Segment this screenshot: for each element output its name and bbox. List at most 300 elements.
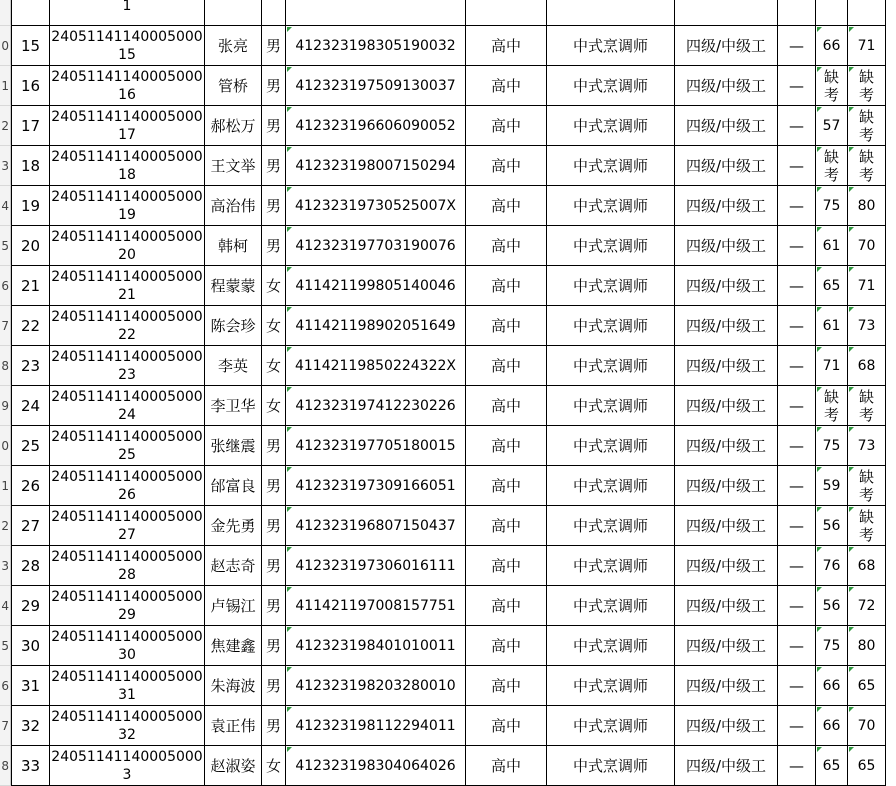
cell-education[interactable]: [466, 706, 547, 746]
cell-level[interactable]: [675, 426, 778, 466]
row-header[interactable]: [0, 106, 11, 146]
cell-level[interactable]: [675, 546, 778, 586]
cell-name[interactable]: [205, 626, 262, 666]
ticket-no-line1: 24051141140005000: [51, 228, 203, 245]
cell-seq[interactable]: [11, 386, 50, 426]
cell-education[interactable]: [466, 626, 547, 666]
number-as-text-indicator-icon: [817, 107, 822, 112]
cell-seq[interactable]: [11, 306, 50, 346]
ticket-no-line2: 21: [118, 286, 136, 303]
table-row: [0, 386, 896, 426]
cell-name[interactable]: [205, 66, 262, 106]
cell-education[interactable]: [466, 666, 547, 706]
cell-id-number[interactable]: [286, 506, 466, 546]
cell-occupation[interactable]: [547, 66, 675, 106]
row-header[interactable]: [0, 506, 11, 546]
cell-gender[interactable]: [262, 26, 286, 66]
ticket-no-line1: 24051141140005000: [51, 188, 203, 205]
cell-level-text: 四级/中级工: [685, 237, 767, 255]
row-header[interactable]: [0, 746, 11, 786]
cell-score-theory[interactable]: [816, 146, 848, 186]
cell-score-theory[interactable]: [816, 26, 848, 66]
cell-seq[interactable]: [11, 506, 50, 546]
cell-gender[interactable]: [262, 306, 286, 346]
cell-dash[interactable]: [778, 146, 816, 186]
cell-education[interactable]: [466, 586, 547, 626]
cell-id-number[interactable]: [286, 106, 466, 146]
cell-id-number[interactable]: [286, 186, 466, 226]
cell-score-practical[interactable]: [848, 586, 886, 626]
cell-dash-text: —: [789, 676, 804, 695]
cell-seq[interactable]: [11, 226, 50, 266]
row-header-text: 1: [1, 78, 9, 93]
cell-education[interactable]: [466, 186, 547, 226]
cell-gender[interactable]: [262, 586, 286, 626]
cell-score-theory[interactable]: [816, 626, 848, 666]
cell-level[interactable]: [675, 186, 778, 226]
cell-score-theory[interactable]: [816, 266, 848, 306]
row-header[interactable]: [0, 66, 11, 106]
cell-dash[interactable]: [778, 546, 816, 586]
cell-score-practical[interactable]: [848, 66, 886, 106]
cell-dash[interactable]: [778, 226, 816, 266]
cell-name[interactable]: [205, 106, 262, 146]
cell-gender[interactable]: [262, 386, 286, 426]
cell-occupation[interactable]: [547, 0, 675, 26]
cell-score-theory[interactable]: [816, 426, 848, 466]
cell-score-practical[interactable]: [848, 106, 886, 146]
cell-id-number[interactable]: [286, 226, 466, 266]
cell-gender[interactable]: [262, 626, 286, 666]
cell-occupation[interactable]: [547, 386, 675, 426]
cell-ticket-no[interactable]: [50, 66, 205, 106]
cell-ticket-no[interactable]: [50, 466, 205, 506]
cell-id-number-text: 412323198304064026: [295, 757, 456, 774]
cell-dash[interactable]: [778, 266, 816, 306]
cell-id-number[interactable]: [286, 426, 466, 466]
cell-seq[interactable]: [11, 346, 50, 386]
cell-seq[interactable]: [11, 746, 50, 786]
cell-dash-text: —: [789, 396, 804, 415]
cell-education[interactable]: [466, 546, 547, 586]
cell-score-theory[interactable]: [816, 586, 848, 626]
cell-ticket-no[interactable]: [50, 266, 205, 306]
cell-score-theory[interactable]: [816, 386, 848, 426]
cell-occupation[interactable]: [547, 146, 675, 186]
cell-seq[interactable]: [11, 106, 50, 146]
cell-score-practical[interactable]: [848, 506, 886, 546]
cell-id-number[interactable]: [286, 666, 466, 706]
ticket-no-line2: 30: [118, 646, 136, 663]
cell-id-number[interactable]: [286, 386, 466, 426]
cell-dash[interactable]: [778, 26, 816, 66]
cell-score-theory[interactable]: [816, 466, 848, 506]
cell-gender[interactable]: [262, 186, 286, 226]
cell-dash[interactable]: [778, 186, 816, 226]
cell-ticket-no[interactable]: [50, 26, 205, 66]
number-as-text-indicator-icon: [849, 307, 854, 312]
cell-level[interactable]: [675, 466, 778, 506]
cell-name[interactable]: [205, 266, 262, 306]
cell-education[interactable]: [466, 266, 547, 306]
cell-education[interactable]: [466, 0, 547, 26]
cell-level[interactable]: [675, 666, 778, 706]
cell-education[interactable]: [466, 426, 547, 466]
cell-id-number-text: 412323197306016111: [295, 557, 456, 574]
cell-score-theory[interactable]: [816, 226, 848, 266]
cell-name[interactable]: [205, 746, 262, 786]
cell-name[interactable]: [205, 426, 262, 466]
cell-gender[interactable]: [262, 506, 286, 546]
ticket-no-line2: 18: [118, 166, 136, 183]
cell-seq[interactable]: [11, 0, 50, 26]
row-header[interactable]: [0, 586, 11, 626]
ticket-no-line2: 29: [118, 606, 136, 623]
cell-dash[interactable]: [778, 66, 816, 106]
cell-score-practical[interactable]: [848, 226, 886, 266]
cell-seq[interactable]: [11, 66, 50, 106]
cell-seq-text: 19: [20, 196, 41, 215]
cell-score-theory[interactable]: [816, 746, 848, 786]
cell-score-theory-text: 75: [822, 437, 841, 454]
cell-level[interactable]: [675, 386, 778, 426]
number-as-text-indicator-icon: [287, 747, 292, 752]
cell-level[interactable]: [675, 226, 778, 266]
cell-occupation[interactable]: [547, 346, 675, 386]
cell-occupation[interactable]: [547, 186, 675, 226]
number-as-text-indicator-icon: [849, 627, 854, 632]
cell-occupation[interactable]: [547, 466, 675, 506]
sheet-edge: [886, 0, 896, 760]
cell-dash[interactable]: [778, 0, 816, 26]
row-header[interactable]: [0, 626, 11, 666]
row-header[interactable]: [0, 26, 11, 66]
row-header[interactable]: [0, 546, 11, 586]
cell-score-practical[interactable]: [848, 0, 886, 26]
row-header[interactable]: [0, 266, 11, 306]
cell-score-practical[interactable]: [848, 266, 886, 306]
row-header-text: 5: [1, 238, 9, 253]
cell-dash[interactable]: [778, 306, 816, 346]
cell-id-number[interactable]: [286, 306, 466, 346]
cell-level[interactable]: [675, 346, 778, 386]
cell-score-practical[interactable]: [848, 706, 886, 746]
row-header-text: 1: [1, 478, 9, 493]
cell-score-theory[interactable]: [816, 706, 848, 746]
cell-ticket-no[interactable]: [50, 306, 205, 346]
cell-ticket-no[interactable]: [50, 506, 205, 546]
cell-name[interactable]: [205, 586, 262, 626]
cell-score-practical[interactable]: [848, 186, 886, 226]
cell-education-text: 高中: [490, 197, 521, 215]
cell-ticket-no[interactable]: [50, 666, 205, 706]
cell-occupation[interactable]: [547, 226, 675, 266]
row-header-text: 6: [1, 278, 9, 293]
cell-ticket-no[interactable]: [50, 426, 205, 466]
cell-score-theory[interactable]: [816, 0, 848, 26]
cell-score-theory[interactable]: [816, 346, 848, 386]
row-header[interactable]: [0, 426, 11, 466]
cell-ticket-no[interactable]: [50, 746, 205, 786]
cell-name[interactable]: [205, 306, 262, 346]
cell-id-number[interactable]: [286, 546, 466, 586]
cell-ticket-no[interactable]: [50, 346, 205, 386]
cell-score-practical[interactable]: [848, 146, 886, 186]
cell-name[interactable]: [205, 186, 262, 226]
cell-ticket-no[interactable]: [50, 626, 205, 666]
cell-score-practical[interactable]: [848, 26, 886, 66]
cell-ticket-no[interactable]: [50, 106, 205, 146]
cell-id-number[interactable]: [286, 706, 466, 746]
number-as-text-indicator-icon: [287, 547, 292, 552]
cell-score-practical[interactable]: [848, 746, 886, 786]
cell-dash[interactable]: [778, 386, 816, 426]
cell-id-number[interactable]: [286, 266, 466, 306]
cell-seq[interactable]: [11, 466, 50, 506]
cell-score-theory-text: 66: [822, 37, 841, 54]
table-row: [0, 306, 896, 346]
cell-score-practical-text: 73: [857, 437, 876, 454]
cell-id-number[interactable]: [286, 346, 466, 386]
cell-score-practical[interactable]: [848, 306, 886, 346]
number-as-text-indicator-icon: [287, 507, 292, 512]
cell-ticket-no[interactable]: [50, 386, 205, 426]
cell-gender[interactable]: [262, 746, 286, 786]
cell-education[interactable]: [466, 346, 547, 386]
cell-seq[interactable]: [11, 266, 50, 306]
cell-id-number-text: 411421198902051649: [295, 317, 456, 334]
cell-score-practical-text: 70: [857, 237, 876, 254]
cell-id-number[interactable]: [286, 746, 466, 786]
number-as-text-indicator-icon: [817, 307, 822, 312]
cell-occupation-text: 中式烹调师: [572, 517, 648, 535]
cell-id-number[interactable]: [286, 26, 466, 66]
cell-name[interactable]: [205, 386, 262, 426]
cell-dash[interactable]: [778, 426, 816, 466]
cell-dash[interactable]: [778, 346, 816, 386]
cell-gender[interactable]: [262, 146, 286, 186]
cell-score-practical[interactable]: [848, 666, 886, 706]
cell-name[interactable]: [205, 706, 262, 746]
cell-seq[interactable]: [11, 26, 50, 66]
cell-name[interactable]: [205, 26, 262, 66]
row-header[interactable]: [0, 666, 11, 706]
cell-ticket-no[interactable]: [50, 146, 205, 186]
cell-dash[interactable]: [778, 706, 816, 746]
cell-name-text: 金先勇: [210, 517, 256, 535]
cell-name[interactable]: [205, 226, 262, 266]
cell-name[interactable]: [205, 466, 262, 506]
cell-dash[interactable]: [778, 586, 816, 626]
cell-score-practical[interactable]: [848, 466, 886, 506]
cell-dash-text: —: [789, 436, 804, 455]
cell-score-practical[interactable]: [848, 386, 886, 426]
cell-seq[interactable]: [11, 426, 50, 466]
cell-level[interactable]: [675, 626, 778, 666]
absent-text: 缺考: [824, 67, 840, 104]
cell-dash-text: —: [789, 356, 804, 375]
cell-score-theory-text: 71: [822, 357, 841, 374]
cell-education[interactable]: [466, 466, 547, 506]
cell-seq[interactable]: [11, 666, 50, 706]
number-as-text-indicator-icon: [287, 627, 292, 632]
cell-gender[interactable]: [262, 546, 286, 586]
cell-id-number[interactable]: [286, 586, 466, 626]
cell-occupation[interactable]: [547, 266, 675, 306]
cell-occupation[interactable]: [547, 306, 675, 346]
cell-name[interactable]: [205, 146, 262, 186]
cell-level[interactable]: [675, 106, 778, 146]
ticket-no-line1: 24051141140005000: [51, 68, 203, 85]
cell-seq[interactable]: [11, 626, 50, 666]
cell-seq[interactable]: [11, 586, 50, 626]
cell-gender[interactable]: [262, 426, 286, 466]
cell-dash[interactable]: [778, 626, 816, 666]
row-header[interactable]: [0, 226, 11, 266]
cell-score-practical[interactable]: [848, 626, 886, 666]
cell-score-theory-text: 56: [822, 517, 841, 534]
cell-score-practical[interactable]: [848, 426, 886, 466]
cell-gender[interactable]: [262, 66, 286, 106]
cell-name[interactable]: [205, 546, 262, 586]
number-as-text-indicator-icon: [817, 427, 822, 432]
cell-gender[interactable]: [262, 706, 286, 746]
cell-dash[interactable]: [778, 466, 816, 506]
cell-level[interactable]: [675, 26, 778, 66]
cell-occupation[interactable]: [547, 746, 675, 786]
cell-name[interactable]: [205, 0, 262, 26]
cell-dash[interactable]: [778, 746, 816, 786]
cell-education-text: 高中: [490, 237, 521, 255]
cell-score-theory[interactable]: [816, 546, 848, 586]
number-as-text-indicator-icon: [287, 427, 292, 432]
cell-education-text: 高中: [490, 637, 521, 655]
cell-occupation[interactable]: [547, 586, 675, 626]
cell-occupation[interactable]: [547, 506, 675, 546]
cell-occupation[interactable]: [547, 666, 675, 706]
row-header[interactable]: [0, 386, 11, 426]
row-header[interactable]: [0, 466, 11, 506]
number-as-text-indicator-icon: [817, 347, 822, 352]
cell-level[interactable]: [675, 0, 778, 26]
cell-name[interactable]: [205, 506, 262, 546]
cell-occupation[interactable]: [547, 106, 675, 146]
cell-id-number[interactable]: [286, 0, 466, 26]
number-as-text-indicator-icon: [849, 227, 854, 232]
cell-seq[interactable]: [11, 186, 50, 226]
row-header[interactable]: [0, 186, 11, 226]
cell-gender[interactable]: [262, 226, 286, 266]
cell-level[interactable]: [675, 266, 778, 306]
cell-occupation[interactable]: [547, 546, 675, 586]
cell-id-number[interactable]: [286, 626, 466, 666]
cell-seq[interactable]: [11, 706, 50, 746]
cell-level[interactable]: [675, 306, 778, 346]
cell-dash[interactable]: [778, 666, 816, 706]
cell-score-practical[interactable]: [848, 346, 886, 386]
row-header-text: 0: [1, 438, 9, 453]
ticket-no-line1: 24051141140005000: [51, 708, 203, 725]
cell-id-number[interactable]: [286, 466, 466, 506]
cell-education[interactable]: [466, 146, 547, 186]
number-as-text-indicator-icon: [849, 587, 854, 592]
cell-occupation-text: 中式烹调师: [572, 237, 648, 255]
cell-id-number[interactable]: [286, 146, 466, 186]
cell-score-theory[interactable]: [816, 506, 848, 546]
cell-education-text: 高中: [490, 357, 521, 375]
row-header[interactable]: [0, 346, 11, 386]
cell-ticket-no[interactable]: [50, 546, 205, 586]
cell-level[interactable]: [675, 586, 778, 626]
cell-ticket-no[interactable]: [50, 586, 205, 626]
cell-ticket-no[interactable]: [50, 226, 205, 266]
cell-score-theory[interactable]: [816, 306, 848, 346]
cell-education[interactable]: [466, 26, 547, 66]
row-header[interactable]: [0, 0, 11, 26]
cell-gender-text: 男: [265, 237, 281, 255]
table-row: [0, 706, 896, 746]
cell-level[interactable]: [675, 146, 778, 186]
row-header[interactable]: [0, 146, 11, 186]
cell-name[interactable]: [205, 346, 262, 386]
cell-seq-text: 28: [20, 556, 41, 575]
cell-education[interactable]: [466, 746, 547, 786]
cell-education[interactable]: [466, 226, 547, 266]
cell-ticket-no[interactable]: [50, 186, 205, 226]
cell-level[interactable]: [675, 66, 778, 106]
cell-level-text: 四级/中级工: [685, 277, 767, 295]
cell-occupation[interactable]: [547, 426, 675, 466]
cell-education[interactable]: [466, 106, 547, 146]
row-header[interactable]: [0, 306, 11, 346]
cell-ticket-no[interactable]: [50, 706, 205, 746]
cell-gender-text: 男: [265, 477, 281, 495]
cell-id-number[interactable]: [286, 66, 466, 106]
cell-level[interactable]: [675, 506, 778, 546]
cell-gender[interactable]: [262, 346, 286, 386]
cell-seq[interactable]: [11, 546, 50, 586]
cell-ticket-no[interactable]: [50, 0, 205, 26]
cell-occupation[interactable]: [547, 26, 675, 66]
cell-score-theory[interactable]: [816, 66, 848, 106]
cell-gender[interactable]: [262, 0, 286, 26]
cell-score-practical[interactable]: [848, 546, 886, 586]
cell-gender[interactable]: [262, 106, 286, 146]
cell-gender[interactable]: [262, 266, 286, 306]
cell-name[interactable]: [205, 666, 262, 706]
cell-seq[interactable]: [11, 146, 50, 186]
number-as-text-indicator-icon: [849, 427, 854, 432]
cell-score-theory[interactable]: [816, 106, 848, 146]
cell-occupation[interactable]: [547, 706, 675, 746]
cell-dash[interactable]: [778, 506, 816, 546]
cell-education[interactable]: [466, 506, 547, 546]
cell-education[interactable]: [466, 66, 547, 106]
cell-level[interactable]: [675, 746, 778, 786]
cell-gender[interactable]: [262, 466, 286, 506]
cell-occupation[interactable]: [547, 626, 675, 666]
cell-id-number-text: 412323196807150437: [295, 517, 456, 534]
cell-dash[interactable]: [778, 106, 816, 146]
cell-gender[interactable]: [262, 666, 286, 706]
number-as-text-indicator-icon: [287, 27, 292, 32]
cell-education[interactable]: [466, 386, 547, 426]
row-header[interactable]: [0, 706, 11, 746]
cell-score-theory[interactable]: [816, 186, 848, 226]
cell-level[interactable]: [675, 706, 778, 746]
cell-education[interactable]: [466, 306, 547, 346]
cell-score-theory[interactable]: [816, 666, 848, 706]
